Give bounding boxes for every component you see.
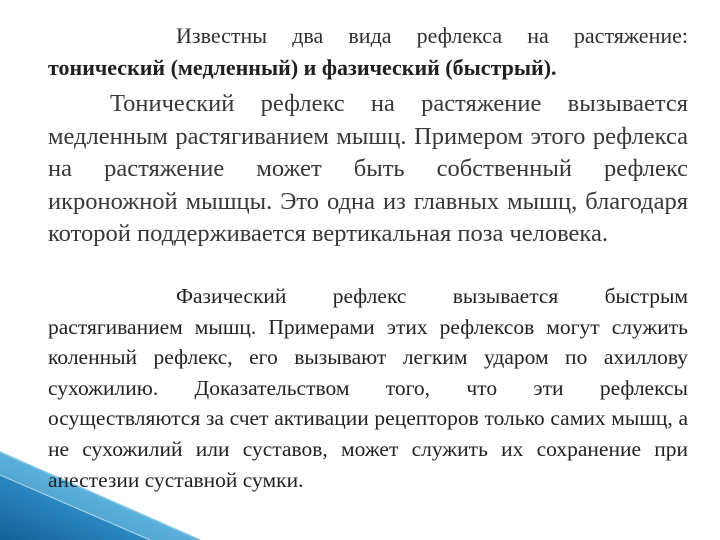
intro-paragraph bbox=[48, 20, 688, 84]
intro-bold-text: тонический (медленный) и фазический (быстрый). bbox=[48, 55, 557, 80]
tonic-reflex-paragraph: Тонический рефлекс на растяжение вызывается медленным растягиванием мышц. Примером этого рефлекса на растяжение может быть собственный рефлекс икроножной мышцы. Это одна из главных мышц, благодаря которой поддерживается вертикальная поза человека. bbox=[48, 90, 688, 247]
intro-text: Известны два вида рефлекса на растяжение: bbox=[176, 23, 688, 48]
phasic-reflex-paragraph: Фазический рефлекс вызывается быстрым растягиванием мышц. Примерами этих рефлексов могут служить коленный рефлекс, его вызывают легким ударом по ахиллову сухожилию. Доказательством того, что эти рефлексы осуществляются за счет активации рецепторов только самих мышц, а не сухожилий или суставов, может служить их сохранение при анестезии суставной сумки. bbox=[48, 284, 688, 492]
